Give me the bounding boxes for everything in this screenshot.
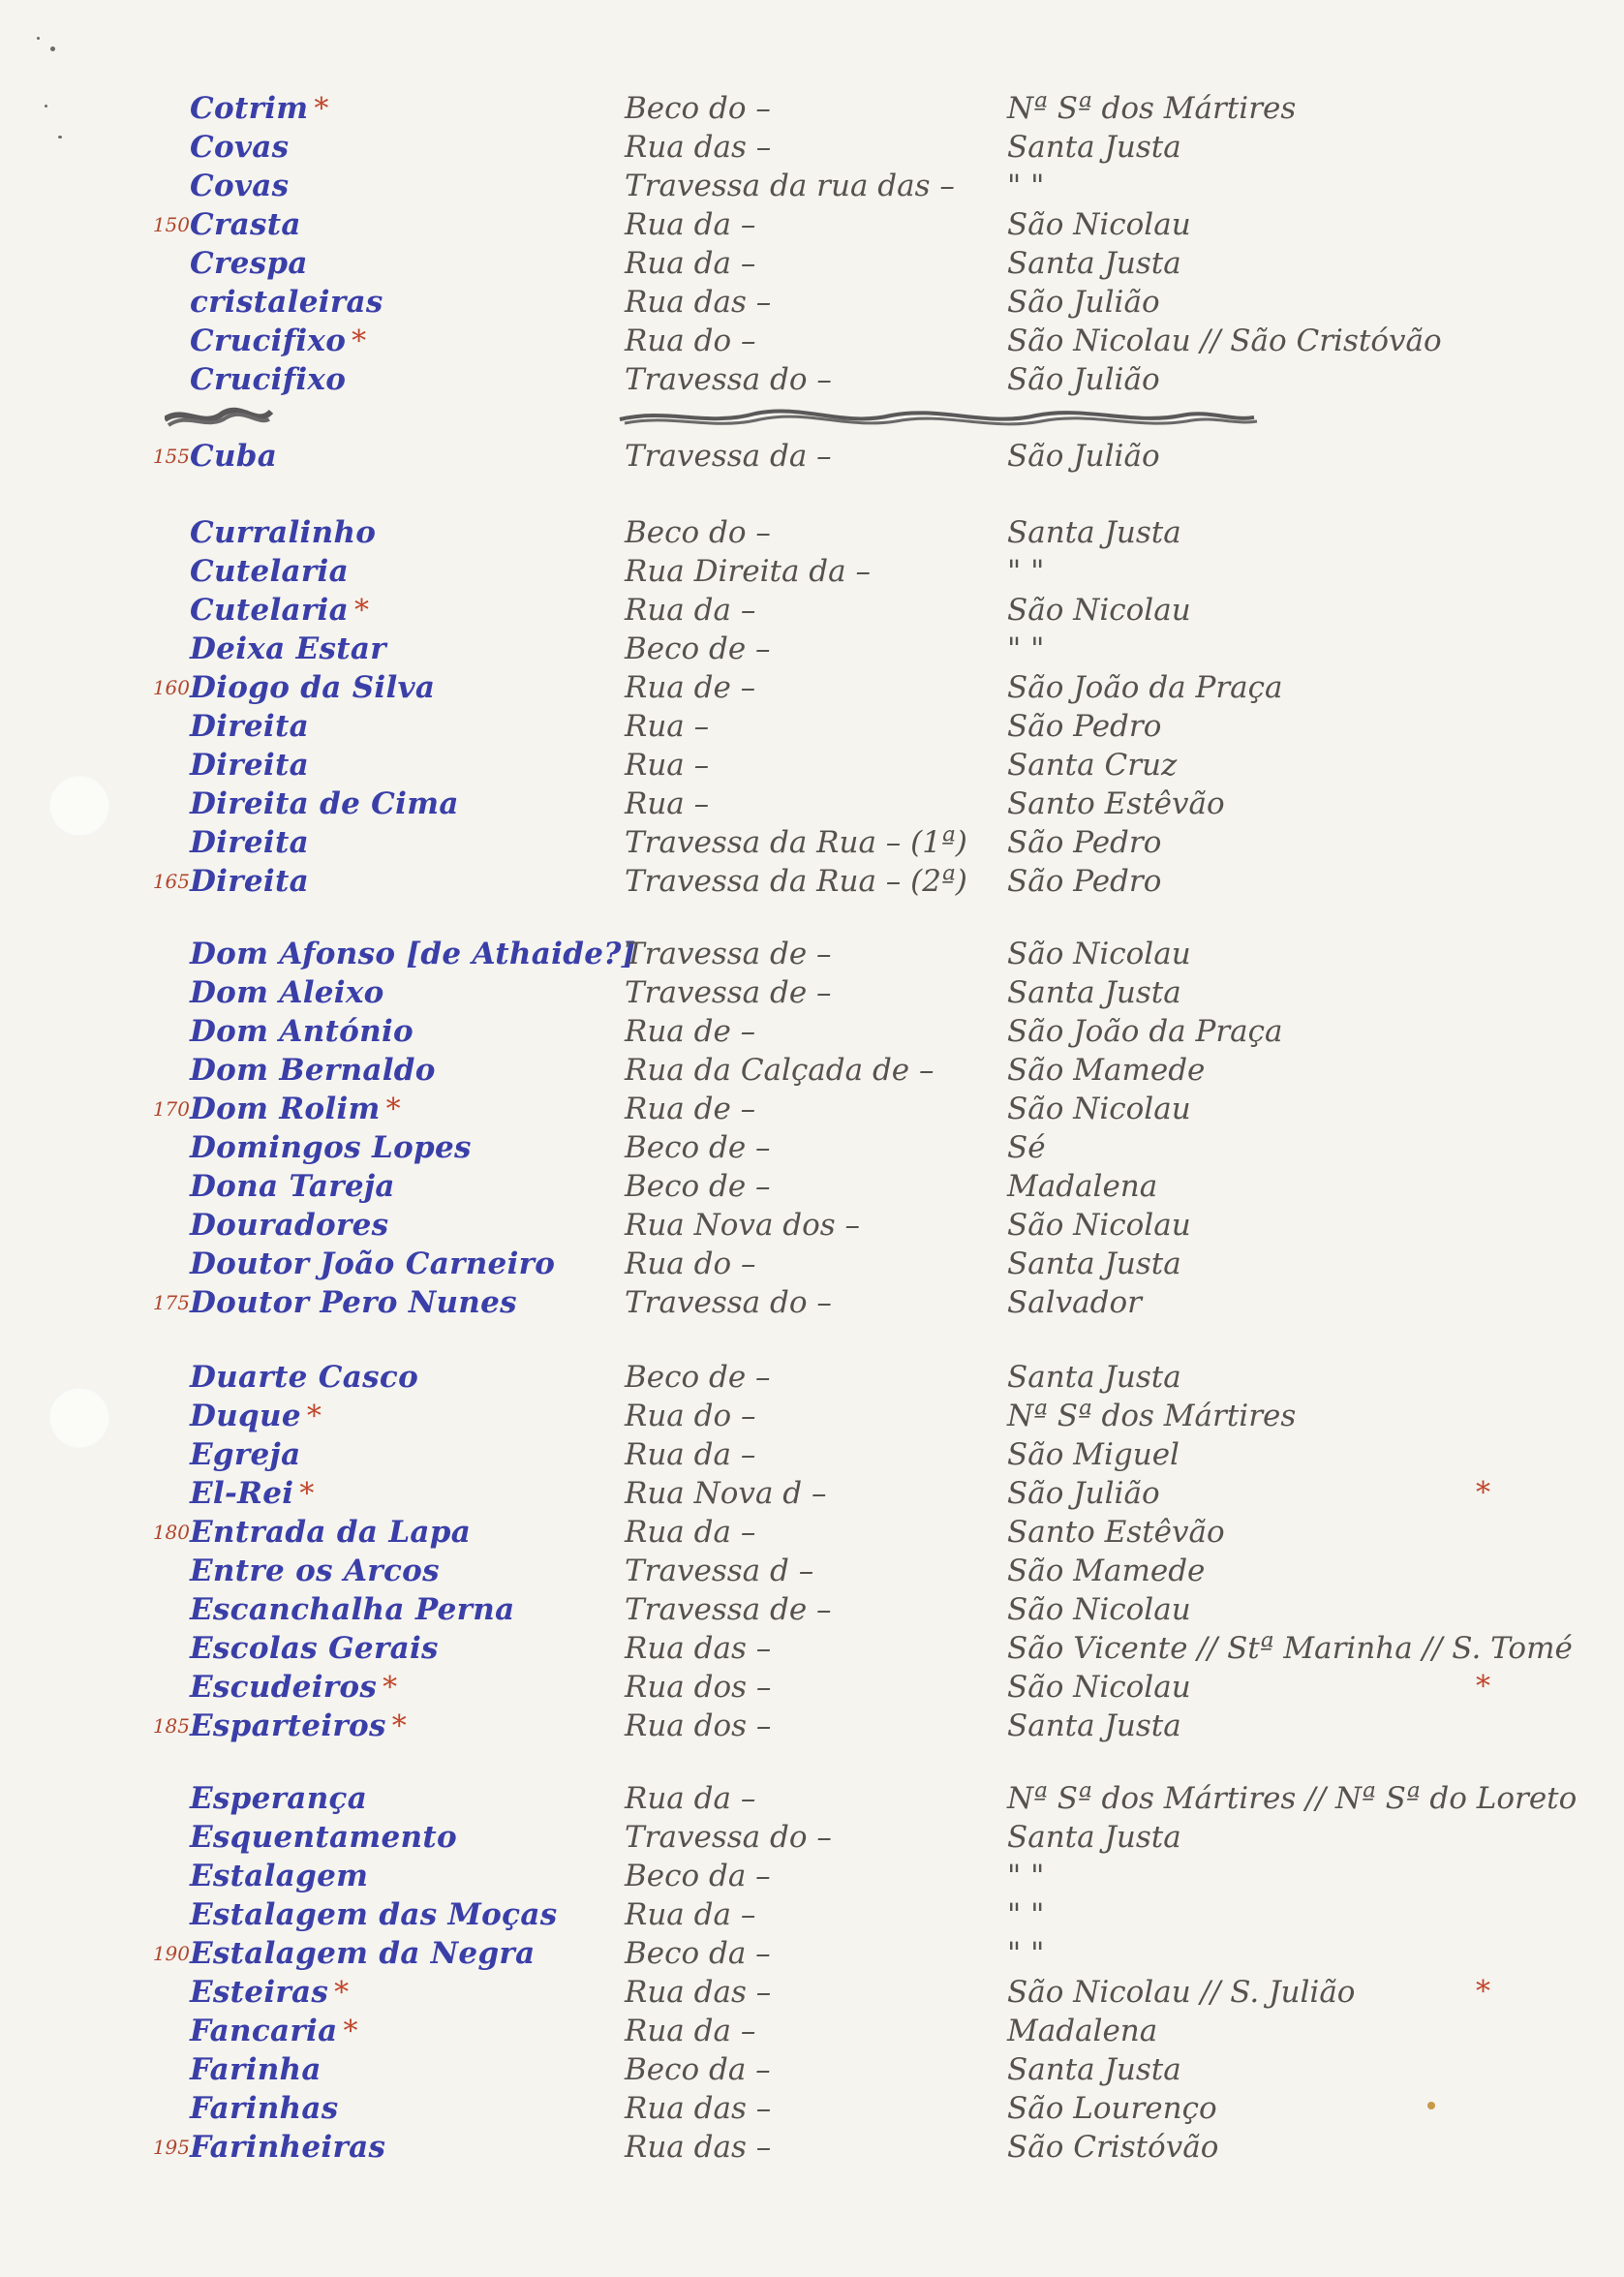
street-type: Rua das – — [625, 130, 772, 165]
parish: São Nicolau // São Cristóvão — [1007, 323, 1442, 358]
street-name: Crespa — [190, 246, 308, 281]
street-type: Rua das – — [625, 1975, 772, 2010]
parish: Nª Sª dos Mártires — [1007, 1399, 1297, 1433]
parish: São João da Praça — [1007, 670, 1283, 705]
street-name: Esteiras * — [190, 1975, 350, 2010]
row-number: 165 — [152, 870, 190, 893]
street-type: Travessa da rua das – — [625, 169, 955, 203]
street-name: cristaleiras — [190, 285, 383, 320]
parish: Salvador — [1007, 1285, 1142, 1320]
street-type: Rua da – — [625, 1897, 756, 1932]
street-type: Travessa da Rua – (2ª) — [625, 864, 967, 899]
table-row — [0, 707, 1624, 746]
table-row — [0, 283, 1624, 322]
street-name: Farinha — [190, 2052, 322, 2087]
street-name: Dom Aleixo — [190, 975, 384, 1010]
street-type: Rua dos – — [625, 1708, 772, 1743]
table-row — [0, 1934, 1624, 1973]
table-row — [0, 1397, 1624, 1435]
street-name: Direita — [190, 864, 309, 899]
parish: São Nicolau — [1007, 1092, 1191, 1126]
street-name: Crasta — [190, 207, 301, 242]
table-row — [0, 1283, 1624, 1322]
asterisk-mark: * — [383, 1671, 398, 1705]
table-row — [0, 1779, 1624, 1818]
row-number: 195 — [152, 2136, 190, 2159]
street-name: Cotrim * — [190, 91, 329, 126]
street-type: Rua de – — [625, 1014, 756, 1049]
street-name: Dom Bernaldo — [190, 1053, 436, 1088]
street-name: El-Rei * — [190, 1476, 315, 1511]
street-type: Rua das – — [625, 285, 772, 320]
table-row — [0, 1629, 1624, 1668]
crossed-out-row — [165, 398, 1259, 437]
parish: São Nicolau — [1007, 1592, 1191, 1627]
table-row — [0, 2089, 1624, 2128]
street-name: Cutelaria * — [190, 593, 370, 628]
street-name: Direita — [190, 748, 309, 783]
street-name: Duque * — [190, 1399, 322, 1433]
street-type: Beco da – — [625, 1936, 771, 1971]
parish: " " — [1007, 554, 1045, 589]
parish: Santo Estêvão — [1007, 1515, 1225, 1550]
parish: Santa Justa — [1007, 130, 1181, 165]
table-row — [0, 746, 1624, 785]
parish: São Nicolau — [1007, 1208, 1191, 1243]
row-number: 170 — [152, 1097, 190, 1121]
table-row — [0, 322, 1624, 360]
table-row — [0, 823, 1624, 862]
street-type: Travessa de – — [625, 1592, 832, 1627]
parish: São Nicolau — [1007, 937, 1191, 971]
street-name: Direita — [190, 825, 309, 860]
ink-speck — [37, 37, 40, 40]
street-type: Rua dos – — [625, 1670, 772, 1705]
street-type: Rua – — [625, 786, 710, 821]
table-row — [0, 591, 1624, 630]
street-type: Rua da – — [625, 2014, 756, 2048]
parish: São Julião — [1007, 285, 1160, 320]
parish: Santa Justa — [1007, 975, 1181, 1010]
table-row — [0, 1895, 1624, 1934]
table-row — [0, 2050, 1624, 2089]
table-row — [0, 2128, 1624, 2167]
street-name: Cutelaria — [190, 554, 350, 589]
street-type: Rua da – — [625, 246, 756, 281]
parish: Santa Justa — [1007, 1820, 1181, 1855]
street-type: Rua da – — [625, 1781, 756, 1816]
street-type: Rua de – — [625, 1092, 756, 1126]
street-name: Egreja — [190, 1437, 301, 1472]
street-type: Travessa de – — [625, 975, 832, 1010]
table-row — [0, 1090, 1624, 1128]
table-row — [0, 89, 1624, 128]
parish: Madalena — [1007, 1169, 1158, 1204]
street-name: Estalagem — [190, 1859, 369, 1893]
street-type: Rua do – — [625, 1246, 756, 1281]
table-row — [0, 1245, 1624, 1283]
parish: " " — [1007, 169, 1045, 203]
street-name: Doutor Pero Nunes — [190, 1285, 517, 1320]
street-name: Escolas Gerais — [190, 1631, 439, 1666]
table-row — [0, 1857, 1624, 1895]
table-row — [0, 2012, 1624, 2050]
street-type: Rua da – — [625, 593, 756, 628]
street-name: Crucifixo * — [190, 323, 367, 358]
table-row — [0, 1590, 1624, 1629]
row-number: 190 — [152, 1942, 190, 1965]
street-type: Beco de – — [625, 1130, 771, 1165]
street-type: Rua – — [625, 709, 710, 744]
street-type: Travessa do – — [625, 1285, 832, 1320]
parish: São Julião — [1007, 362, 1160, 397]
street-name: Esquentamento — [190, 1820, 457, 1855]
table-row — [0, 1513, 1624, 1552]
street-type: Travessa de – — [625, 937, 832, 971]
street-type: Travessa da Rua – (1ª) — [625, 825, 967, 860]
street-name: Dom António — [190, 1014, 414, 1049]
asterisk-mark: * — [314, 92, 329, 126]
table-row — [0, 1167, 1624, 1206]
parish: " " — [1007, 1859, 1045, 1893]
street-name: Fancaria * — [190, 2014, 358, 2048]
table-row — [0, 1818, 1624, 1857]
row-number: 175 — [152, 1291, 190, 1314]
street-type: Beco do – — [625, 515, 771, 550]
table-row — [0, 1474, 1624, 1513]
street-name: Escudeiros * — [190, 1670, 398, 1705]
parish: " " — [1007, 1897, 1045, 1932]
street-name: Dom Afonso [de Athaide?] — [190, 937, 636, 971]
street-name: Duarte Casco — [190, 1360, 419, 1395]
street-type: Beco de – — [625, 1169, 771, 1204]
street-type: Travessa do – — [625, 1820, 832, 1855]
street-name: Direita de Cima — [190, 786, 459, 821]
street-type: Beco do – — [625, 91, 771, 126]
street-type: Rua Nova d – — [625, 1476, 827, 1511]
parish: Santa Cruz — [1007, 748, 1178, 783]
street-type: Rua da Calçada de – — [625, 1053, 935, 1088]
parish: São Mamede — [1007, 1053, 1206, 1088]
street-type: Rua das – — [625, 1631, 772, 1666]
asterisk-mark: * — [306, 1400, 322, 1433]
table-row — [0, 1051, 1624, 1090]
street-name: Farinhas — [190, 2091, 339, 2126]
street-type: Travessa do – — [625, 362, 832, 397]
street-name: Entrada da Lapa — [190, 1515, 472, 1550]
parish: São João da Praça — [1007, 1014, 1283, 1049]
parish: Santa Justa — [1007, 1360, 1181, 1395]
parish: Santo Estêvão — [1007, 786, 1225, 821]
street-name: Covas — [190, 169, 290, 203]
table-row — [0, 785, 1624, 823]
street-type: Rua – — [625, 748, 710, 783]
table-row — [0, 973, 1624, 1012]
table-row — [0, 1435, 1624, 1474]
street-type: Beco da – — [625, 1859, 771, 1893]
parish: São Mamede — [1007, 1554, 1206, 1588]
street-name: Domingos Lopes — [190, 1130, 472, 1165]
street-type: Beco da – — [625, 2052, 771, 2087]
street-name: Dom Rolim * — [190, 1092, 401, 1126]
street-name: Escanchalha Perna — [190, 1592, 515, 1627]
table-row — [0, 513, 1624, 552]
parish: São Nicolau — [1007, 593, 1191, 628]
parish: São Nicolau // S. Julião — [1007, 1975, 1356, 2010]
margin-asterisk: * — [1476, 1975, 1490, 2009]
asterisk-mark: * — [334, 1976, 350, 2010]
parish: " " — [1007, 631, 1045, 666]
table-row — [0, 244, 1624, 283]
margin-asterisk: * — [1476, 1670, 1490, 1704]
parish: São Vicente // Stª Marinha // S. Tomé — [1007, 1631, 1573, 1666]
parish: São Pedro — [1007, 825, 1162, 860]
table-row — [0, 1012, 1624, 1051]
parish: São Nicolau — [1007, 1670, 1191, 1705]
parish: Sé — [1007, 1130, 1046, 1165]
table-row — [0, 935, 1624, 973]
row-number: 180 — [152, 1521, 190, 1544]
table-row — [0, 1552, 1624, 1590]
parish: São Miguel — [1007, 1437, 1180, 1472]
parish: Madalena — [1007, 2014, 1158, 2048]
street-type: Rua das – — [625, 2130, 772, 2165]
ink-speck — [50, 46, 55, 51]
street-name: Estalagem da Negra — [190, 1936, 536, 1971]
table-row — [0, 862, 1624, 901]
street-name: Crucifixo — [190, 362, 347, 397]
parish: São Nicolau — [1007, 207, 1191, 242]
parish: Santa Justa — [1007, 246, 1181, 281]
row-number: 150 — [152, 213, 190, 236]
parish: Santa Justa — [1007, 1708, 1181, 1743]
street-type: Rua das – — [625, 2091, 772, 2126]
row-number: 185 — [152, 1714, 190, 1738]
street-type: Rua do – — [625, 1399, 756, 1433]
street-name: Deixa Estar — [190, 631, 386, 666]
street-type: Beco de – — [625, 631, 771, 666]
street-name: Esperança — [190, 1781, 368, 1816]
parish: São Pedro — [1007, 864, 1162, 899]
row-number: 160 — [152, 676, 190, 699]
parish: São Julião — [1007, 1476, 1160, 1511]
table-row — [0, 167, 1624, 205]
street-name: Esparteiros * — [190, 1708, 408, 1743]
table-row — [0, 1206, 1624, 1245]
table-row — [0, 1128, 1624, 1167]
parish: Santa Justa — [1007, 1246, 1181, 1281]
table-row — [0, 1707, 1624, 1745]
parish: São Julião — [1007, 439, 1160, 474]
asterisk-mark: * — [385, 1092, 401, 1126]
parish: São Lourenço — [1007, 2091, 1217, 2126]
street-name: Douradores — [190, 1208, 389, 1243]
table-row — [0, 552, 1624, 591]
asterisk-mark: * — [299, 1477, 315, 1511]
parish: Nª Sª dos Mártires — [1007, 91, 1297, 126]
table-row — [0, 1668, 1624, 1707]
asterisk-mark: * — [391, 1709, 408, 1743]
asterisk-mark: * — [354, 594, 370, 628]
street-name: Diogo da Silva — [190, 670, 436, 705]
asterisk-mark: * — [352, 324, 367, 358]
street-type: Rua da – — [625, 1515, 756, 1550]
table-row — [0, 1358, 1624, 1397]
table-row — [0, 630, 1624, 668]
table-row — [0, 1973, 1624, 2012]
street-type: Rua de – — [625, 670, 756, 705]
street-type: Rua do – — [625, 323, 756, 358]
table-row — [0, 205, 1624, 244]
street-type: Rua da – — [625, 207, 756, 242]
strikethrough-scribble — [165, 398, 1259, 437]
street-name: Curralinho — [190, 515, 377, 550]
street-type: Rua Direita da – — [625, 554, 871, 589]
street-name: Covas — [190, 130, 290, 165]
table-row — [0, 668, 1624, 707]
table-row — [0, 437, 1624, 476]
street-name: Doutor João Carneiro — [190, 1246, 556, 1281]
row-number: 155 — [152, 445, 190, 468]
street-name: Dona Tareja — [190, 1169, 395, 1204]
street-type: Rua Nova dos – — [625, 1208, 861, 1243]
parish: Nª Sª dos Mártires // Nª Sª do Loreto — [1007, 1781, 1578, 1816]
parish: Santa Justa — [1007, 515, 1181, 550]
parish: São Cristóvão — [1007, 2130, 1219, 2165]
parish: Santa Justa — [1007, 2052, 1181, 2087]
street-type: Travessa d – — [625, 1554, 814, 1588]
parish: São Pedro — [1007, 709, 1162, 744]
table-row — [0, 128, 1624, 167]
asterisk-mark: * — [343, 2015, 358, 2048]
street-type: Rua da – — [625, 1437, 756, 1472]
street-name: Estalagem das Moças — [190, 1897, 558, 1932]
street-name: Farinheiras — [190, 2130, 386, 2165]
street-name: Cuba — [190, 439, 278, 474]
street-type: Travessa da – — [625, 439, 832, 474]
parish: " " — [1007, 1936, 1045, 1971]
street-type: Beco de – — [625, 1360, 771, 1395]
street-name: Direita — [190, 709, 309, 744]
table-row — [0, 360, 1624, 399]
margin-asterisk: * — [1476, 1476, 1490, 1510]
street-name: Entre os Arcos — [190, 1554, 440, 1588]
